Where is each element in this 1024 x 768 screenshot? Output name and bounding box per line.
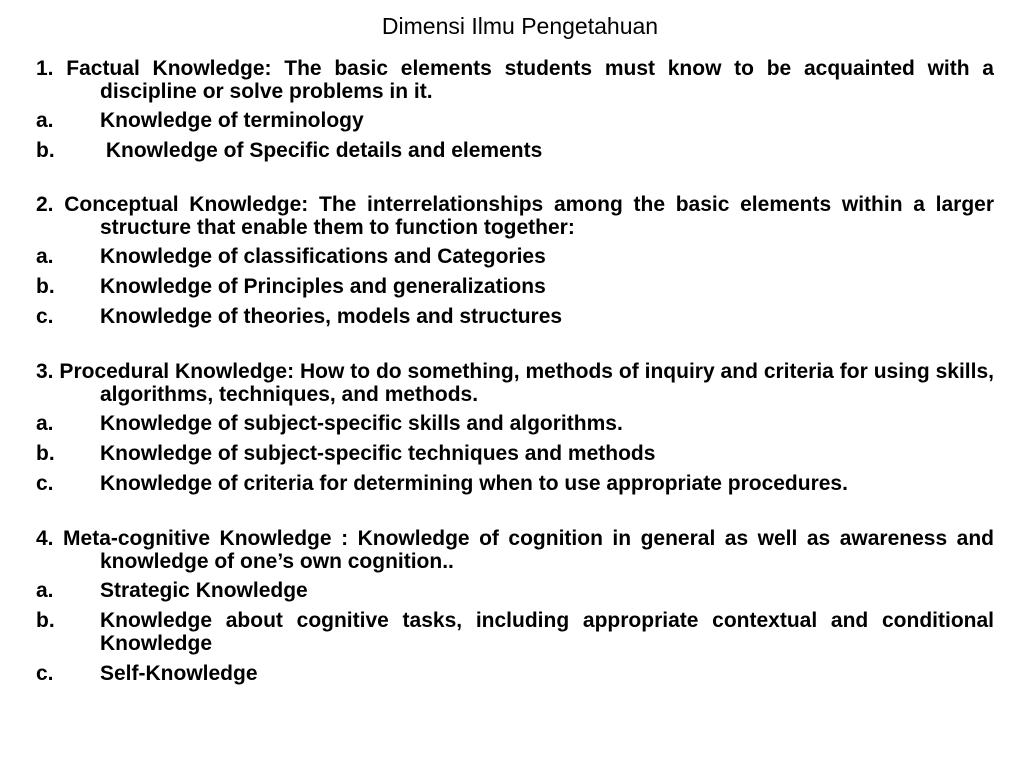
list-marker: b.	[36, 275, 55, 298]
list-marker: c.	[36, 305, 54, 328]
list-marker: a.	[36, 412, 54, 435]
list-item	[36, 609, 994, 655]
list-item-text: Knowledge of Principles and generalizations	[100, 275, 546, 298]
section-conceptual-knowledge	[36, 193, 994, 328]
list-item-text: Strategic Knowledge	[100, 579, 308, 602]
list-item	[36, 412, 994, 435]
list-item	[36, 305, 994, 328]
list-marker: a.	[36, 579, 54, 602]
section-heading: 4. Meta-cognitive Knowledge : Knowledge of cognition in general as well as awareness and knowledge of one’s own cognition..	[36, 527, 994, 573]
section-spacer	[36, 335, 994, 360]
list-item	[36, 109, 994, 132]
section-procedural-knowledge	[36, 360, 994, 495]
section-heading: 1. Factual Knowledge: The basic elements students must know to be acquainted with a discipline or solve problems in it.	[36, 57, 994, 103]
section-heading: 2. Conceptual Knowledge: The interrelationships among the basic elements within a larger structure that enable them to function together:	[36, 193, 994, 239]
list-item	[36, 275, 994, 298]
list-marker: a.	[36, 245, 54, 268]
list-marker: b.	[36, 139, 55, 162]
section-factual-knowledge	[36, 57, 994, 162]
list-item	[36, 472, 994, 495]
list-item	[36, 139, 994, 162]
list-item	[36, 245, 994, 268]
slide-title: Dimensi Ilmu Pengetahuan	[381, 13, 659, 39]
section-metacognitive-knowledge	[36, 527, 994, 685]
list-item-text: Knowledge about cognitive tasks, including appropriate contextual and conditional Knowledge	[100, 609, 994, 655]
list-item	[36, 442, 994, 465]
list-item-text: Knowledge of terminology	[100, 109, 364, 132]
list-marker: b.	[36, 442, 55, 465]
list-marker: c.	[36, 662, 54, 685]
list-item-text: Self-Knowledge	[100, 662, 258, 685]
list-item-text: Knowledge of theories, models and structures	[100, 305, 563, 328]
section-heading: 3. Procedural Knowledge: How to do something, methods of inquiry and criteria for using skills, algorithms, techniques, and methods.	[36, 360, 994, 406]
list-item	[36, 662, 994, 685]
list-item-text: Knowledge of subject-specific skills and algorithms.	[100, 412, 623, 435]
list-marker: b.	[36, 609, 55, 632]
section-spacer	[36, 502, 994, 527]
list-item-text: Knowledge of subject-specific techniques and methods	[100, 442, 656, 465]
section-spacer	[36, 169, 994, 193]
list-item-text: Knowledge of criteria for determining when to use appropriate procedures.	[100, 472, 848, 495]
list-item	[36, 579, 994, 602]
list-marker: a.	[36, 109, 54, 132]
list-item-text: Knowledge of Specific details and elements	[100, 139, 543, 162]
list-item-text: Knowledge of classifications and Categories	[100, 245, 546, 268]
list-marker: c.	[36, 472, 54, 495]
slide-content	[36, 57, 994, 692]
